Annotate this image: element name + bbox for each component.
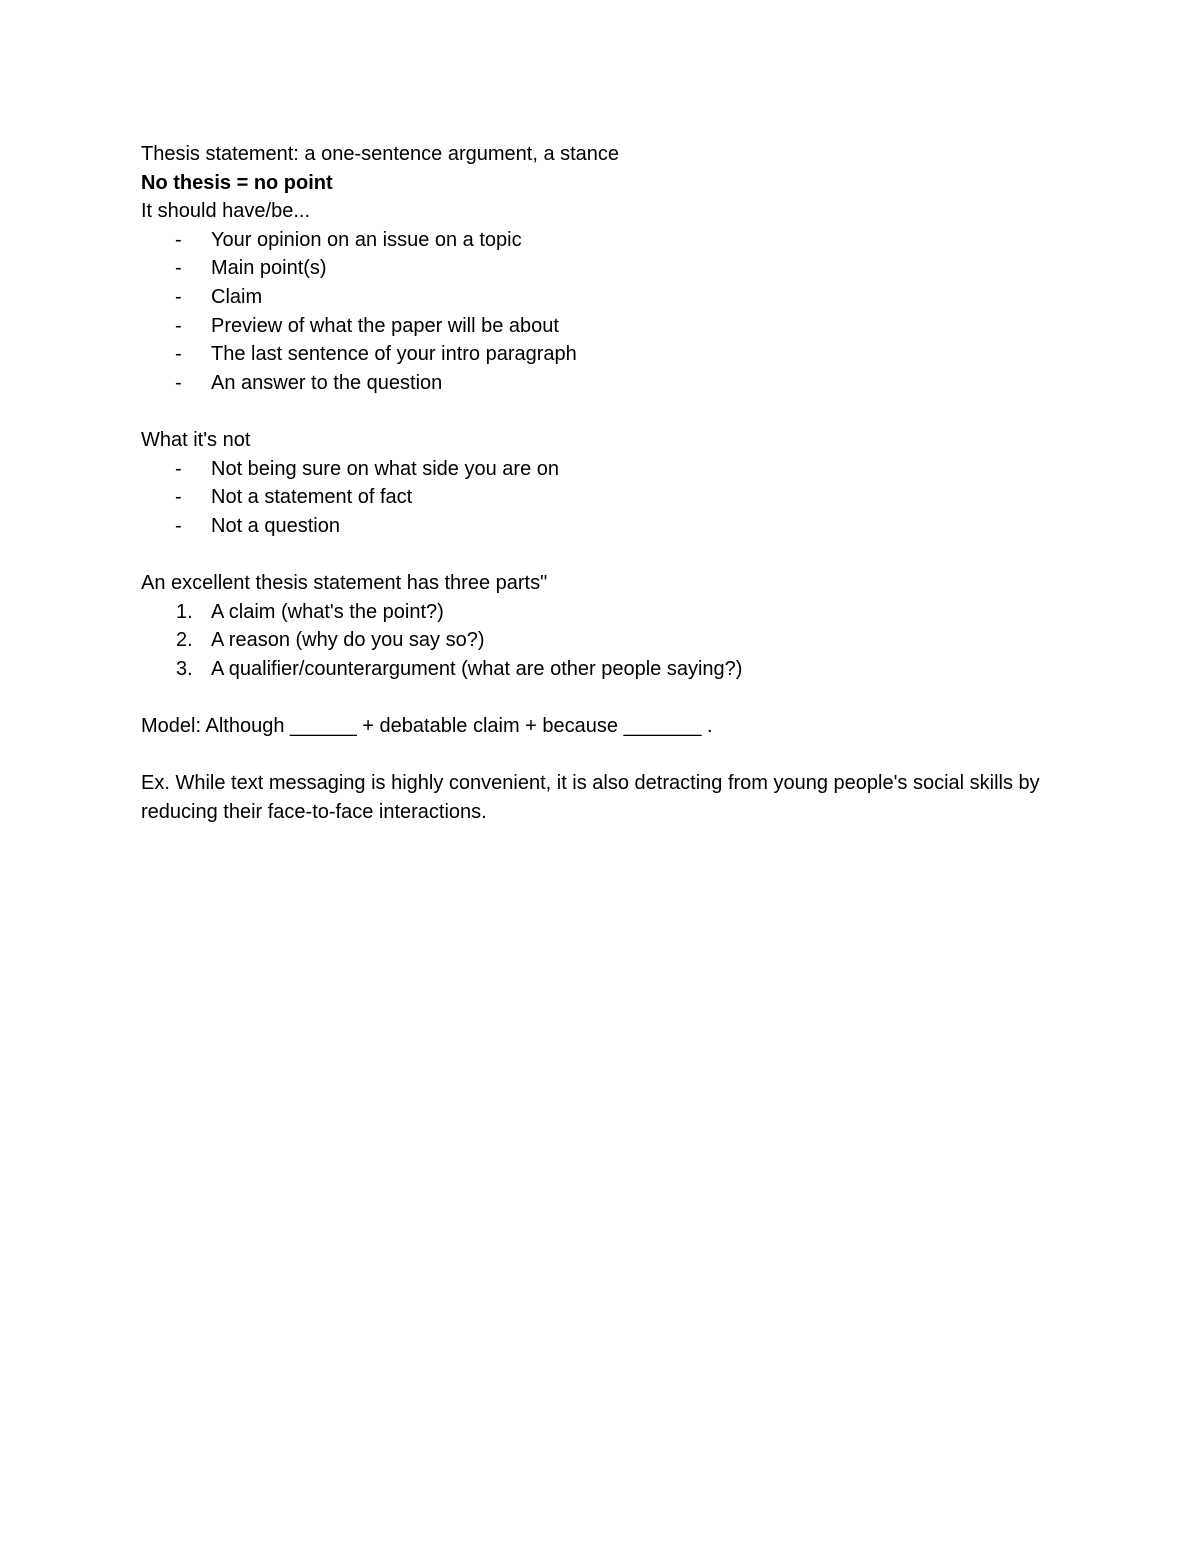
list-item: - Not being sure on what side you are on [141, 455, 1041, 484]
list-item: 3. A qualifier/counterargument (what are other people saying?) [141, 655, 1041, 684]
list-item: - Not a question [141, 512, 1041, 541]
list-item: 1. A claim (what's the point?) [141, 598, 1041, 627]
blank-line [141, 397, 1041, 426]
list-item: - Not a statement of fact [141, 483, 1041, 512]
what-its-not-list [141, 455, 1041, 541]
what-its-not-intro: What it's not [141, 428, 251, 451]
bullet-dash: - [175, 285, 182, 308]
list-number: 3. [176, 657, 193, 680]
bullet-dash: - [175, 457, 182, 480]
blank-line [141, 540, 1041, 569]
blank-line [141, 683, 1041, 712]
three-parts-list [141, 598, 1041, 684]
example-paragraph: Ex. While text messaging is highly convenient, it is also detracting from young people's social skills by reducing their face-to-face interactions. [141, 772, 1040, 823]
should-have-list [141, 226, 1041, 398]
blank-line [141, 740, 1041, 769]
list-item: - An answer to the question [141, 369, 1041, 398]
document-body [141, 140, 1041, 826]
bullet-dash: - [175, 343, 182, 366]
list-item: - Your opinion on an issue on a topic [141, 226, 1041, 255]
list-number: 2. [176, 629, 193, 652]
model-line: Model: Although ______ + debatable claim + because _______ . [141, 714, 713, 737]
bullet-dash: - [175, 486, 182, 509]
bullet-dash: - [175, 514, 182, 537]
list-item: - Preview of what the paper will be about [141, 312, 1041, 341]
list-item: - The last sentence of your intro paragraph [141, 340, 1041, 369]
list-number: 1. [176, 600, 193, 623]
list-item: - Main point(s) [141, 254, 1041, 283]
bullet-dash: - [175, 314, 182, 337]
list-item: - Claim [141, 283, 1041, 312]
should-have-intro: It should have/be... [141, 200, 311, 223]
bullet-dash: - [175, 228, 182, 251]
list-item: 2. A reason (why do you say so?) [141, 626, 1041, 655]
three-parts-intro: An excellent thesis statement has three parts" [141, 571, 548, 594]
thesis-definition-line: Thesis statement: a one-sentence argument, a stance [141, 143, 620, 165]
bullet-dash: - [175, 371, 182, 394]
bullet-dash: - [175, 257, 182, 280]
no-thesis-line: No thesis = no point [141, 171, 333, 194]
